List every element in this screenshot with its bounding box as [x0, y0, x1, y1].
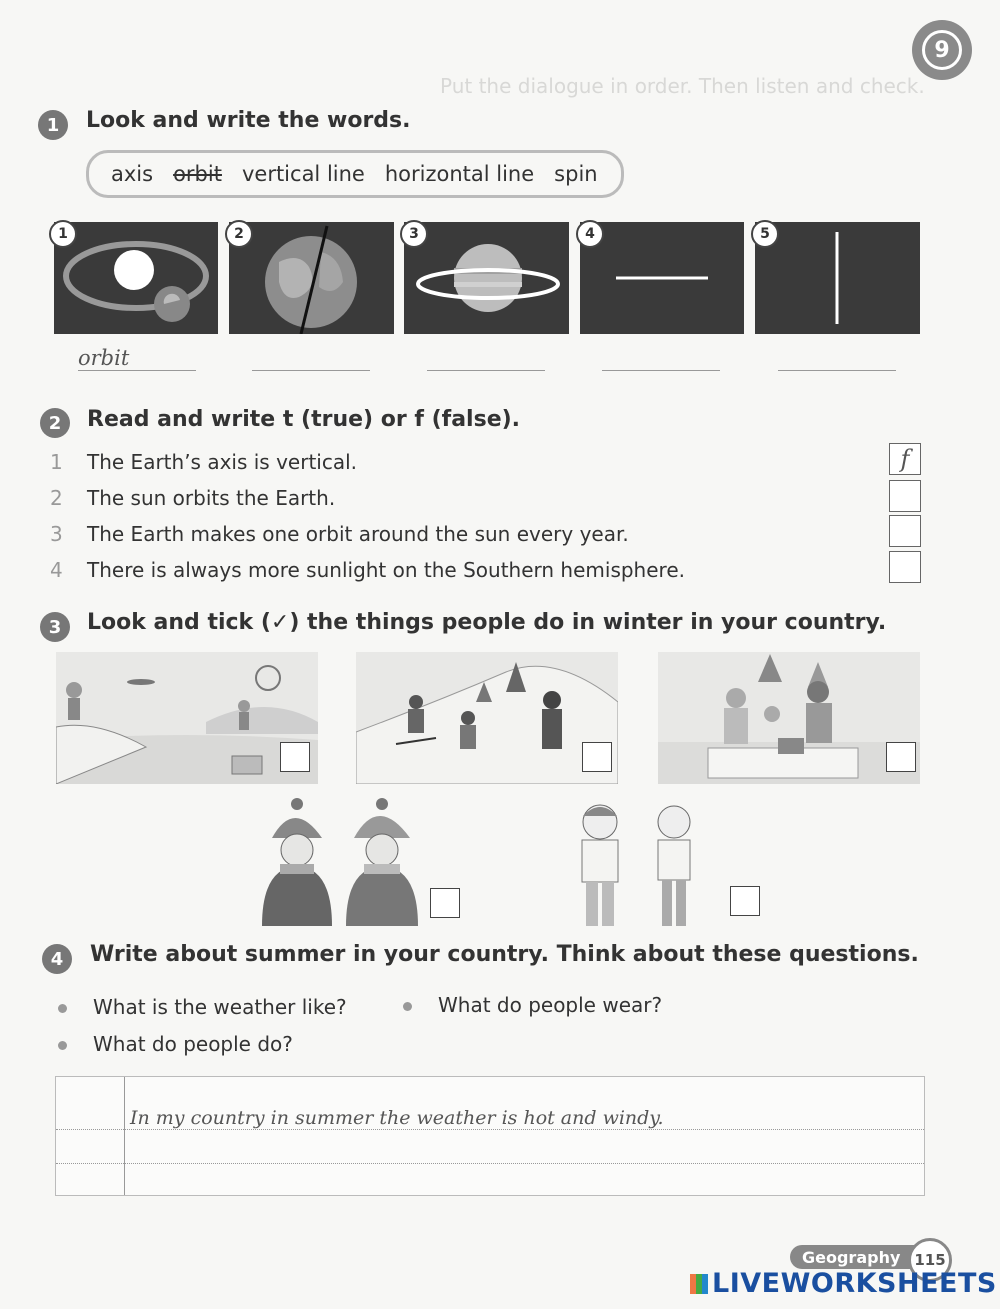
margin-line: [124, 1077, 125, 1195]
picture-number-1: 1: [49, 220, 77, 248]
word-box: [86, 150, 624, 198]
liveworksheets-watermark: [690, 1268, 997, 1299]
earth-axis-illustration: [229, 222, 394, 334]
tf-answer-box-3[interactable]: [889, 515, 921, 547]
question-weather: [58, 995, 347, 1019]
winter-clothes-scene: [254, 798, 426, 926]
orbit-illustration: [54, 222, 218, 334]
example-sentence: In my country in summer the weather is hot and windy.: [130, 1107, 664, 1129]
watermark-text: LIVEWORKSHEETS: [712, 1268, 997, 1299]
exercise-1-number: 1: [38, 110, 68, 140]
picture-number-3: 3: [400, 220, 428, 248]
bullet-icon: [58, 1004, 67, 1013]
skiing-illustration: [356, 652, 618, 784]
beach-scene: [56, 652, 318, 784]
statement-number: 3: [50, 522, 63, 546]
statement-number: 2: [50, 486, 63, 510]
faded-header: Put the dialogue in order. Then listen and check.: [440, 74, 925, 98]
beach-illustration: [56, 652, 318, 784]
writing-area[interactable]: [55, 1076, 925, 1196]
unit-number: 9: [922, 30, 962, 70]
page-number: 115: [908, 1238, 952, 1282]
subject-label: Geography: [790, 1245, 930, 1269]
summer-clothes-scene: [566, 798, 706, 926]
picnic-scene: [658, 652, 920, 784]
liveworksheets-logo-icon: [690, 1274, 708, 1294]
exercise-3-number: 3: [40, 612, 70, 642]
question-do: [58, 1032, 293, 1056]
tick-box-beach[interactable]: [280, 742, 310, 772]
answer-line-3[interactable]: [427, 370, 545, 371]
word-vertical-line: vertical line: [241, 162, 365, 186]
answer-1-text: orbit: [78, 346, 130, 370]
exercise-2-heading: Read and write t (true) or f (false).: [87, 407, 521, 432]
statement-text: The Earth makes one orbit around the sun every year.: [87, 522, 629, 546]
statement-text: The sun orbits the Earth.: [87, 486, 336, 510]
picture-number-5: 5: [751, 220, 779, 248]
summer-clothes-illustration: [566, 798, 706, 926]
question-text: What do people do?: [93, 1032, 293, 1056]
unit-badge: [912, 20, 972, 80]
skiing-scene: [356, 652, 618, 784]
picture-axis: [229, 222, 394, 334]
winter-clothes-illustration: [254, 798, 426, 926]
tf-answer-box-4[interactable]: [889, 551, 921, 583]
statement-4: [50, 558, 685, 582]
statement-3: [50, 522, 629, 546]
statement-2: [50, 486, 335, 510]
question-text: What is the weather like?: [93, 995, 347, 1019]
picture-orbit: [54, 222, 218, 334]
picture-vertical-line: [755, 222, 920, 334]
word-horizontal-line: horizontal line: [384, 162, 535, 186]
exercise-1-heading: Look and write the words.: [86, 108, 411, 133]
picture-number-4: 4: [576, 220, 604, 248]
answer-line-2[interactable]: [252, 370, 370, 371]
exercise-4-number: 4: [42, 944, 72, 974]
vertical-line-illustration: [755, 222, 920, 334]
exercise-2-number: 2: [40, 408, 70, 438]
statement-text: The Earth’s axis is vertical.: [87, 450, 358, 474]
writing-line-1: [56, 1129, 924, 1130]
statement-number: 4: [50, 558, 63, 582]
question-text: What do people wear?: [438, 993, 663, 1017]
answer-line-4[interactable]: [602, 370, 720, 371]
bullet-icon: [403, 1002, 412, 1011]
statement-text: There is always more sunlight on the Southern hemisphere.: [87, 558, 685, 582]
answer-line-5[interactable]: [778, 370, 896, 371]
picture-number-2: 2: [225, 220, 253, 248]
tick-box-winter-clothes[interactable]: [430, 888, 460, 918]
picture-spin: [404, 222, 569, 334]
word-axis: axis: [111, 162, 154, 186]
answer-line-1[interactable]: [78, 370, 196, 371]
word-orbit: orbit: [173, 162, 222, 186]
statement-1: [50, 450, 357, 474]
horizontal-line-illustration: [580, 222, 744, 334]
question-wear: [403, 993, 662, 1017]
word-spin: spin: [554, 162, 598, 186]
spin-illustration: [404, 222, 569, 334]
tf-answer-box-1[interactable]: f: [889, 443, 921, 475]
tf-answer-box-2[interactable]: [889, 480, 921, 512]
tick-box-summer-clothes[interactable]: [730, 886, 760, 916]
statement-number: 1: [50, 450, 63, 474]
tick-box-skiing[interactable]: [582, 742, 612, 772]
exercise-4-heading: Write about summer in your country. Think about these questions.: [90, 942, 919, 967]
tick-box-picnic[interactable]: [886, 742, 916, 772]
writing-line-2: [56, 1163, 924, 1164]
picnic-illustration: [658, 652, 920, 784]
picture-horizontal-line: [580, 222, 744, 334]
exercise-3-heading: Look and tick (✓) the things people do in winter in your country.: [87, 610, 887, 635]
bullet-icon: [58, 1041, 67, 1050]
